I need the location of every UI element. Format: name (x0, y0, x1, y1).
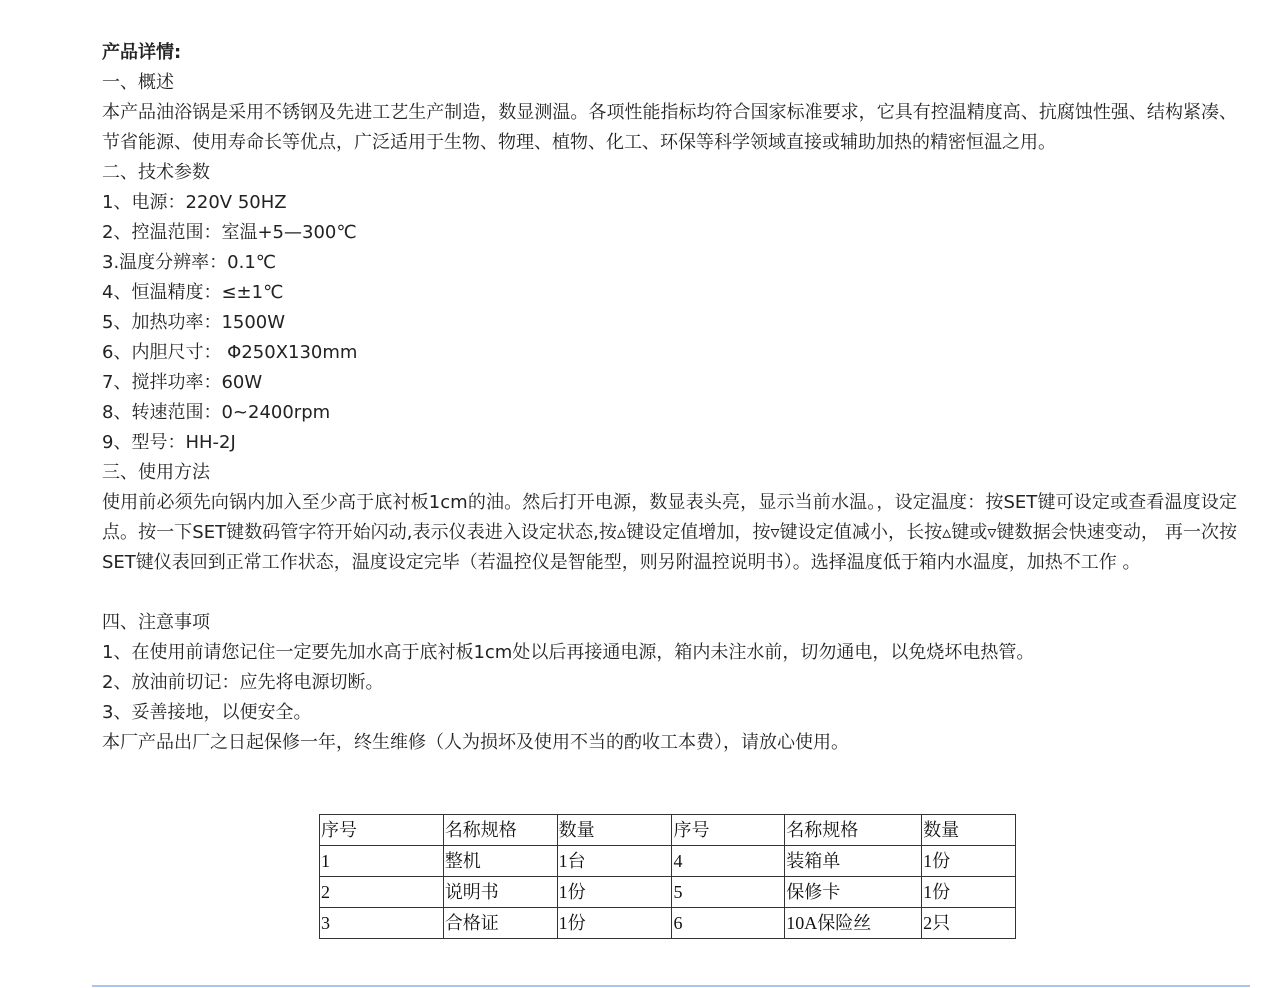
table-cell: 整机 (443, 846, 557, 877)
note-item-power-off: 2、放油前切记：应先将电源切断。 (102, 672, 384, 693)
table-cell: 6 (672, 908, 785, 939)
spec-item-heating-power: 5、加热功率：1500W (102, 312, 286, 333)
table-cell: 2 (320, 877, 444, 908)
table-cell: 4 (672, 846, 785, 877)
table-cell: 装箱单 (785, 846, 922, 877)
spec-item-accuracy: 4、恒温精度：≤±1℃ (102, 282, 284, 303)
table-cell: 保修卡 (785, 877, 922, 908)
specs-title: 二、技术参数 (102, 162, 210, 183)
notes-title: 四、注意事项 (102, 612, 210, 633)
section-spacer (102, 578, 1237, 608)
table-cell: 说明书 (443, 877, 557, 908)
table-header-row (320, 815, 1016, 846)
header-cell: 序号 (672, 815, 785, 846)
spec-item-speed-range: 8、转速范围：0~2400rpm (102, 402, 331, 423)
spec-item-stir-power: 7、搅拌功率：60W (102, 372, 263, 393)
spec-item-temp-range: 2、控温范围：室温+5—300℃ (102, 222, 357, 243)
spec-item-resolution: 3.温度分辨率：0.1℃ (102, 252, 277, 273)
table-cell: 3 (320, 908, 444, 939)
spec-item-model: 9、型号：HH-2J (102, 432, 236, 453)
table-cell: 1台 (557, 846, 672, 877)
warranty-text: 本厂产品出厂之日起保修一年，终生维修（人为损坏及使用不当的酌收工本费），请放心使用。 (102, 732, 849, 753)
table-row (320, 908, 1016, 939)
overview-title: 一、概述 (102, 72, 174, 93)
table-cell: 合格证 (443, 908, 557, 939)
bottom-divider (92, 985, 1250, 987)
page-heading: 产品详情: (102, 42, 182, 63)
packing-list-table (319, 814, 1016, 939)
table-cell: 10A保险丝 (785, 908, 922, 939)
table-cell: 1份 (557, 877, 672, 908)
table-cell: 1份 (922, 877, 1016, 908)
table-cell: 1 (320, 846, 444, 877)
table-row (320, 846, 1016, 877)
table-cell: 5 (672, 877, 785, 908)
header-cell: 序号 (320, 815, 444, 846)
table-cell: 2只 (922, 908, 1016, 939)
header-cell: 名称规格 (785, 815, 922, 846)
spec-item-power: 1、电源：220V 50HZ (102, 192, 287, 213)
header-cell: 数量 (922, 815, 1016, 846)
usage-title: 三、使用方法 (102, 462, 210, 483)
usage-body: 使用前必须先向锅内加入至少高于底衬板1cm的油。然后打开电源，数显表头亮，显示当前水温。，设定温度：按SET键可设定或查看温度设定点。按一下SET键数码管字符开始闪动,表示仪表进入设定状态,按▵键设定值增加，按▿键设定值减小，长按▵键或▿键数据会快速变动， 再一次按SET键仪表回到正常工作状态，温度设定完毕（若温控仪是智能型，则另附温控说明书）。选择温度低于箱内水温度，加热不工作 。 (102, 492, 1237, 573)
table-cell: 1份 (557, 908, 672, 939)
table-row (320, 877, 1016, 908)
table-cell: 1份 (922, 846, 1016, 877)
note-item-water: 1、在使用前请您记住一定要先加水高于底衬板1cm处以后再接通电源，箱内未注水前，切勿通电，以免烧坏电热管。 (102, 642, 1035, 663)
header-cell: 数量 (557, 815, 672, 846)
product-details (102, 38, 1237, 758)
overview-body: 本产品油浴锅是采用不锈钢及先进工艺生产制造，数显测温。各项性能指标均符合国家标准要求，它具有控温精度高、抗腐蚀性强、结构紧凑、节省能源、使用寿命长等优点，广泛适用于生物、物理、植物、化工、环保等科学领域直接或辅助加热的精密恒温之用。 (102, 102, 1237, 153)
header-cell: 名称规格 (443, 815, 557, 846)
spec-item-inner-size: 6、内胆尺寸： Φ250X130mm (102, 342, 358, 363)
note-item-grounding: 3、妥善接地，以便安全。 (102, 702, 312, 723)
